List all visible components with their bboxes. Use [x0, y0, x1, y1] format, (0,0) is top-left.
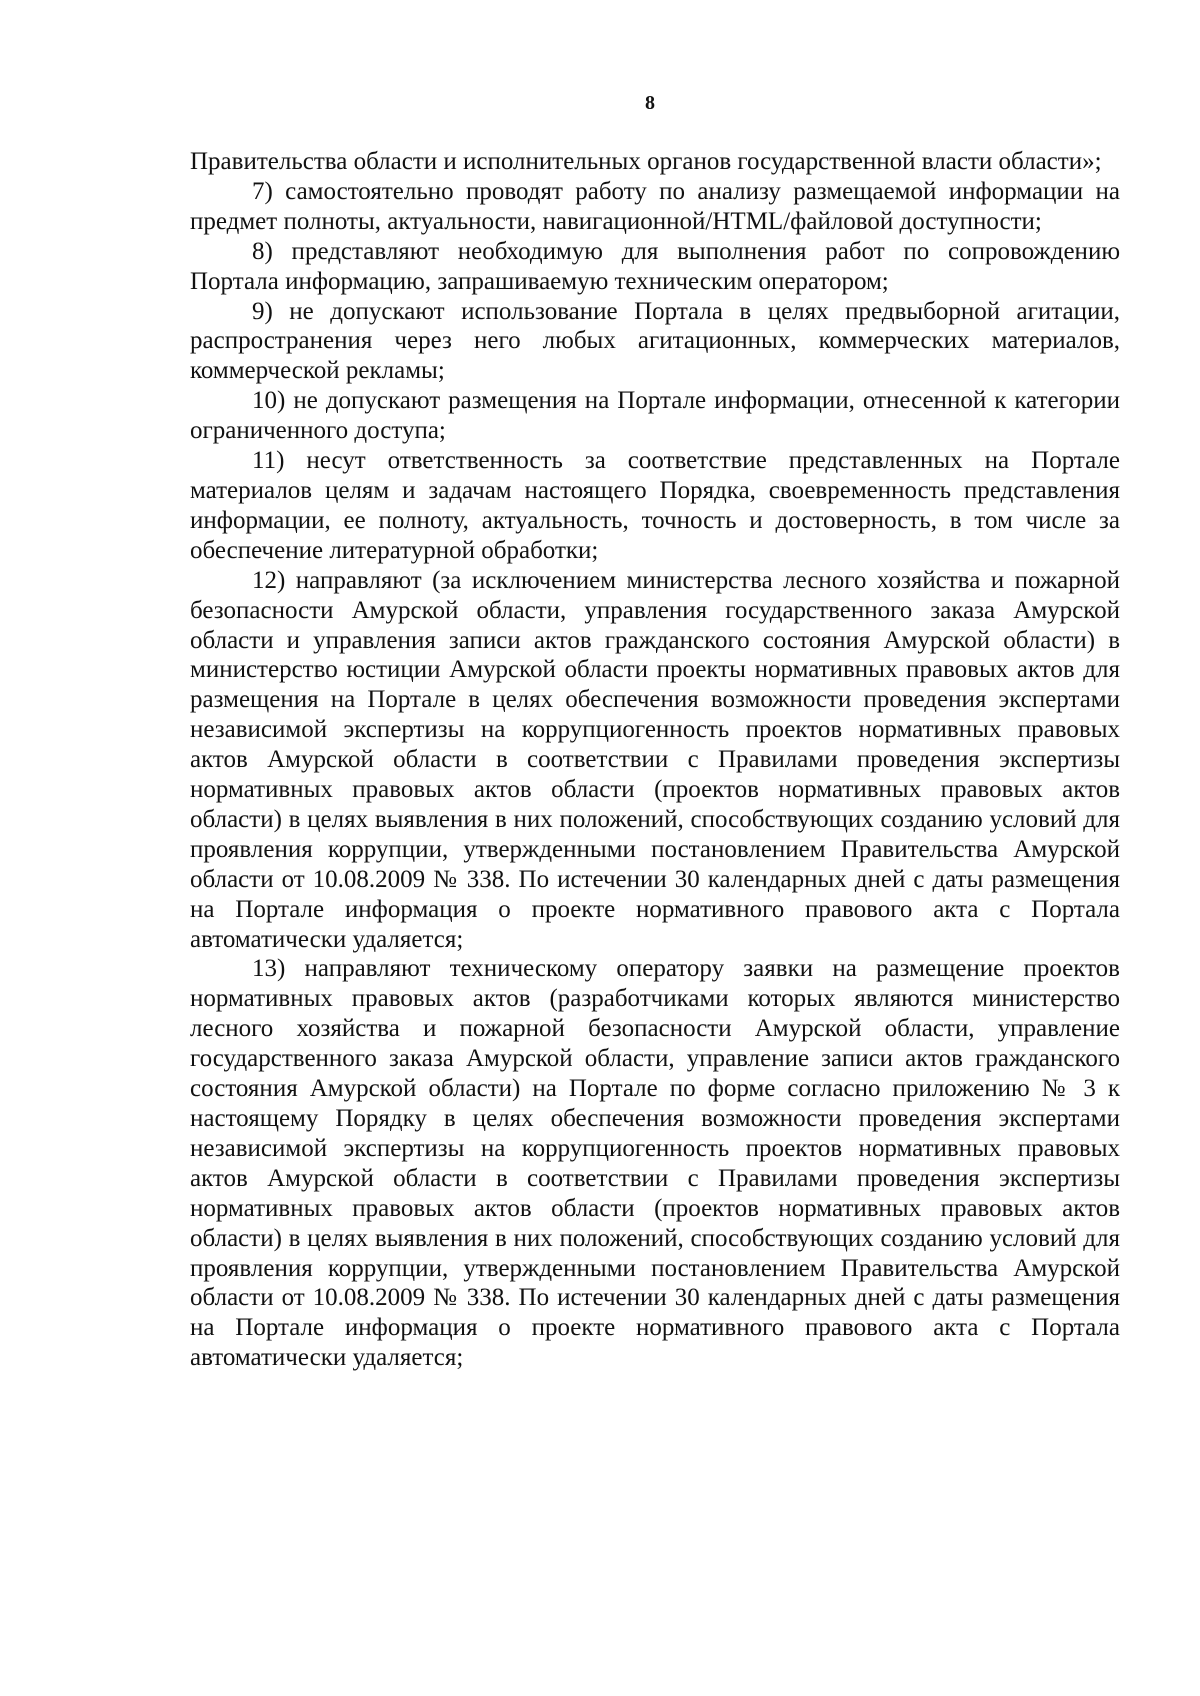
paragraph-continuation: Правительства области и исполнительных органов государственной власти области»; [190, 148, 1102, 175]
page-number: 8 [645, 92, 655, 114]
paragraph-item-12: 12) направляют (за исключением министерства лесного хозяйства и пожарной безопасности Амурской области, управления государственного заказа Амурской области и управления записи актов гражданского состояния Амурской области) в министерство юстиции Амурской области проекты нормативных правовых актов для размещения на Портале в целях обеспечения возможности проведения экспертами независимой экспертизы на коррупциогенность проектов нормативных правовых актов Амурской области в соответствии с Правилами проведения экспертизы нормативных правовых актов области (проектов нормативных правовых актов области) в целях выявления в них положений, способствующих созданию условий для проявления коррупции, утвержденными постановлением Правительства Амурской области от 10.08.2009 № 338. По истечении 30 календарных дней с даты размещения на Портале информация о проекте нормативного правового акта с Портала автоматически удаляется; [190, 566, 1120, 953]
paragraph-item-11: 11) несут ответственность за соответствие представленных на Портале материалов целям и задачам настоящего Порядка, своевременность представления информации, ее полноту, актуальность, точность и достоверность, в том числе за обеспечение литературной обработки; [190, 447, 1120, 564]
paragraph-item-7: 7) самостоятельно проводят работу по анализу размещаемой информации на предмет полноты, актуальности, навигационной/HTML/файловой доступности; [190, 177, 1120, 235]
paragraph-item-8: 8) представляют необходимую для выполнения работ по сопровождению Портала информацию, запрашиваемую техническим оператором; [190, 237, 1120, 295]
paragraph-item-13: 13) направляют техническому оператору заявки на размещение проектов нормативных правовых актов (разработчиками которых являются министерство лесного хозяйства и пожарной безопасности Амурской области, управление государственного заказа Амурской области, управление записи актов гражданского состояния Амурской области) на Портале по форме согласно приложению № 3 к настоящему Порядку в целях обеспечения возможности проведения экспертами независимой экспертизы на коррупциогенность проектов нормативных правовых актов Амурской области в соответствии с Правилами проведения экспертизы нормативных правовых актов области (проектов нормативных правовых актов области) в целях выявления в них положений, способствующих созданию условий для проявления коррупции, утвержденными постановлением Правительства Амурской области от 10.08.2009 № 338. По истечении 30 календарных дней с даты размещения на Портале информация о проекте нормативного правового акта с Портала автоматически удаляется; [190, 955, 1120, 1372]
paragraph-item-9: 9) не допускают использование Портала в целях предвыборной агитации, распространения через него любых агитационных, коммерческих материалов, коммерческой рекламы; [190, 297, 1120, 385]
document-body [190, 147, 1120, 1373]
paragraph-item-10: 10) не допускают размещения на Портале информации, отнесенной к категории ограниченного доступа; [190, 387, 1120, 445]
